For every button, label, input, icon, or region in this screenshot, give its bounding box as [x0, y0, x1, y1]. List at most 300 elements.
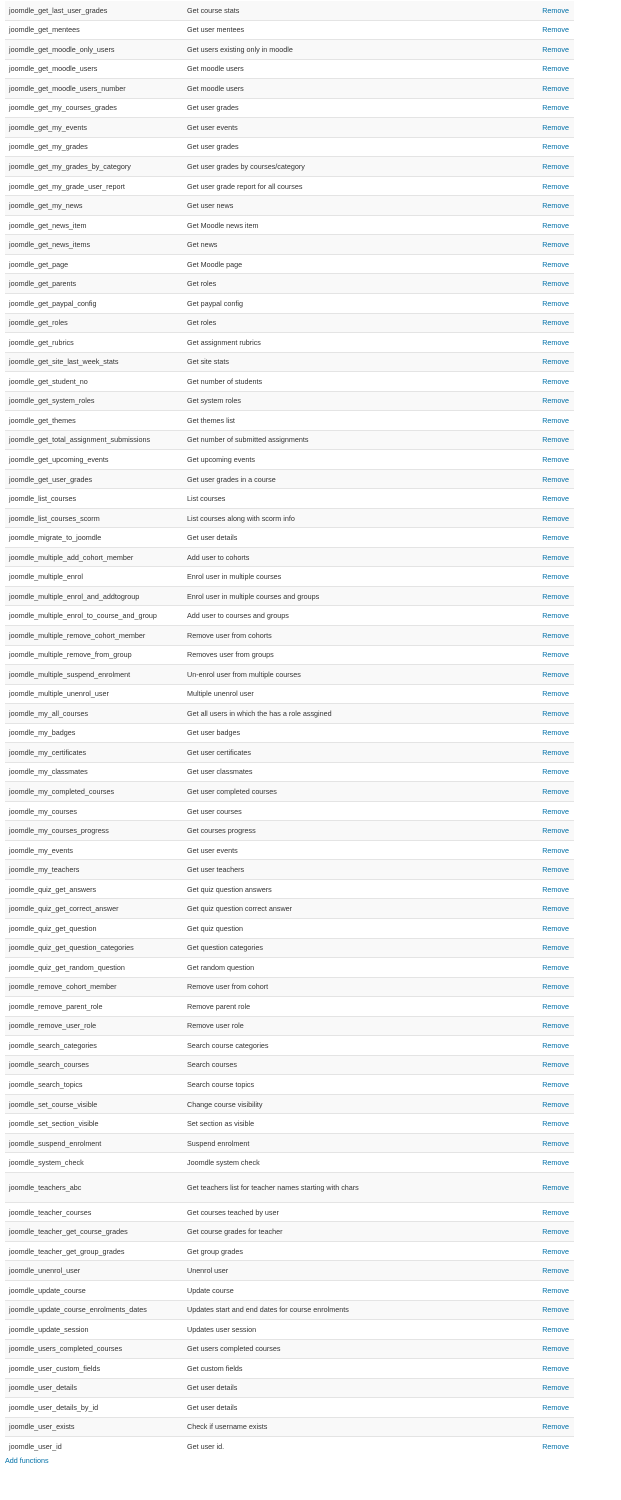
- function-row: [5, 684, 574, 704]
- function-description: Change course visibility: [183, 1094, 363, 1114]
- function-row: [5, 391, 574, 411]
- function-name: joomdle_teacher_get_course_grades: [5, 1222, 183, 1242]
- function-row: [5, 157, 574, 177]
- function-row: [5, 723, 574, 743]
- function-name: joomdle_user_id: [5, 1437, 183, 1456]
- function-name: joomdle_get_last_user_grades: [5, 1, 183, 20]
- function-actions: [363, 274, 574, 294]
- remove-function-link[interactable]: Remove: [542, 1324, 569, 1334]
- remove-function-link[interactable]: Remove: [542, 240, 569, 250]
- function-actions: [363, 137, 574, 157]
- function-description: Remove user from cohorts: [183, 626, 363, 646]
- function-name: joomdle_my_classmates: [5, 762, 183, 782]
- function-actions: [363, 1261, 574, 1281]
- function-description: Get number of submitted assignments: [183, 430, 363, 450]
- function-name: joomdle_get_user_grades: [5, 469, 183, 489]
- remove-function-link[interactable]: Remove: [542, 279, 569, 289]
- remove-function-link[interactable]: Remove: [542, 1099, 569, 1109]
- function-row: [5, 528, 574, 548]
- remove-function-link[interactable]: Remove: [542, 298, 569, 308]
- function-actions: [363, 98, 574, 118]
- function-actions: [363, 586, 574, 606]
- function-actions: [363, 176, 574, 196]
- function-name: joomdle_remove_parent_role: [5, 997, 183, 1017]
- function-description: Multiple unenrol user: [183, 684, 363, 704]
- function-name: joomdle_teacher_get_group_grades: [5, 1241, 183, 1261]
- function-name: joomdle_search_topics: [5, 1075, 183, 1095]
- function-description: Suspend enrolment: [183, 1133, 363, 1153]
- function-row: [5, 352, 574, 372]
- function-name: joomdle_user_details_by_id: [5, 1398, 183, 1418]
- remove-function-link[interactable]: Remove: [542, 474, 569, 484]
- remove-function-link[interactable]: Remove: [542, 962, 569, 972]
- remove-function-link[interactable]: Remove: [542, 923, 569, 933]
- remove-function-link[interactable]: Remove: [542, 357, 569, 367]
- function-actions: [363, 215, 574, 235]
- function-name: joomdle_update_course_enrolments_dates: [5, 1300, 183, 1320]
- remove-function-link[interactable]: Remove: [542, 1442, 569, 1452]
- remove-function-link[interactable]: Remove: [542, 122, 569, 132]
- function-name: joomdle_update_session: [5, 1320, 183, 1340]
- function-actions: [363, 723, 574, 743]
- function-name: joomdle_user_details: [5, 1378, 183, 1398]
- function-actions: [363, 254, 574, 274]
- function-name: joomdle_quiz_get_random_question: [5, 958, 183, 978]
- function-description: Get users completed courses: [183, 1339, 363, 1359]
- function-row: [5, 997, 574, 1017]
- remove-function-link[interactable]: Remove: [542, 83, 569, 93]
- remove-function-link[interactable]: Remove: [542, 5, 569, 15]
- remove-function-link[interactable]: Remove: [542, 220, 569, 230]
- function-actions: [363, 1094, 574, 1114]
- function-actions: [363, 997, 574, 1017]
- function-name: joomdle_my_teachers: [5, 860, 183, 880]
- function-row: [5, 704, 574, 724]
- remove-function-link[interactable]: Remove: [542, 1158, 569, 1168]
- remove-function-link[interactable]: Remove: [542, 611, 569, 621]
- function-row: [5, 1016, 574, 1036]
- function-actions: [363, 372, 574, 392]
- function-row: [5, 1153, 574, 1173]
- function-name: joomdle_get_my_news: [5, 196, 183, 216]
- function-row: [5, 782, 574, 802]
- function-description: Get Moodle page: [183, 254, 363, 274]
- remove-function-link[interactable]: Remove: [542, 1227, 569, 1237]
- remove-function-link[interactable]: Remove: [542, 1182, 569, 1192]
- function-actions: [363, 20, 574, 40]
- remove-function-link[interactable]: Remove: [542, 1402, 569, 1412]
- function-name: joomdle_get_total_assignment_submissions: [5, 430, 183, 450]
- function-name: joomdle_set_course_visible: [5, 1094, 183, 1114]
- remove-function-link[interactable]: Remove: [542, 826, 569, 836]
- function-description: Set section as visible: [183, 1114, 363, 1134]
- function-row: [5, 626, 574, 646]
- remove-function-link[interactable]: Remove: [542, 396, 569, 406]
- function-description: Update course: [183, 1281, 363, 1301]
- function-description: Removes user from groups: [183, 645, 363, 665]
- function-row: [5, 254, 574, 274]
- function-description: Get user events: [183, 118, 363, 138]
- remove-function-link[interactable]: Remove: [542, 1079, 569, 1089]
- remove-function-link[interactable]: Remove: [542, 337, 569, 347]
- function-name: joomdle_multiple_remove_from_group: [5, 645, 183, 665]
- remove-function-link[interactable]: Remove: [542, 454, 569, 464]
- remove-function-link[interactable]: Remove: [542, 747, 569, 757]
- function-row: [5, 1036, 574, 1056]
- function-actions: [363, 1222, 574, 1242]
- remove-function-link[interactable]: Remove: [542, 1383, 569, 1393]
- function-name: joomdle_get_student_no: [5, 372, 183, 392]
- function-name: joomdle_get_paypal_config: [5, 293, 183, 313]
- remove-function-link[interactable]: Remove: [542, 494, 569, 504]
- function-row: [5, 79, 574, 99]
- function-name: joomdle_my_courses_progress: [5, 821, 183, 841]
- function-actions: [363, 293, 574, 313]
- function-row: [5, 977, 574, 997]
- remove-function-link[interactable]: Remove: [542, 1021, 569, 1031]
- function-description: Get news: [183, 235, 363, 255]
- remove-function-link[interactable]: Remove: [542, 1060, 569, 1070]
- function-row: [5, 40, 574, 60]
- function-name: joomdle_my_courses: [5, 801, 183, 821]
- function-description: Get user grades: [183, 98, 363, 118]
- function-row: [5, 1281, 574, 1301]
- function-description: Get users existing only in moodle: [183, 40, 363, 60]
- function-actions: [363, 1378, 574, 1398]
- remove-function-link[interactable]: Remove: [542, 1266, 569, 1276]
- function-description: Enrol user in multiple courses: [183, 567, 363, 587]
- function-row: [5, 274, 574, 294]
- function-row: [5, 1261, 574, 1281]
- function-actions: [363, 821, 574, 841]
- function-description: Get custom fields: [183, 1359, 363, 1379]
- function-description: Get course stats: [183, 1, 363, 20]
- function-name: joomdle_remove_user_role: [5, 1016, 183, 1036]
- remove-function-link[interactable]: Remove: [542, 1246, 569, 1256]
- function-row: [5, 450, 574, 470]
- remove-function-link[interactable]: Remove: [542, 1207, 569, 1217]
- function-description: Get group grades: [183, 1241, 363, 1261]
- function-actions: [363, 430, 574, 450]
- function-name: joomdle_get_my_events: [5, 118, 183, 138]
- function-actions: [363, 1241, 574, 1261]
- remove-function-link[interactable]: Remove: [542, 552, 569, 562]
- remove-function-link[interactable]: Remove: [542, 1001, 569, 1011]
- function-name: joomdle_teacher_courses: [5, 1202, 183, 1222]
- remove-function-link[interactable]: Remove: [542, 689, 569, 699]
- function-description: Remove user role: [183, 1016, 363, 1036]
- function-name: joomdle_get_news_item: [5, 215, 183, 235]
- function-description: Get themes list: [183, 411, 363, 431]
- remove-function-link[interactable]: Remove: [542, 572, 569, 582]
- function-name: joomdle_multiple_suspend_enrolment: [5, 665, 183, 685]
- function-row: [5, 860, 574, 880]
- function-row: [5, 1378, 574, 1398]
- function-name: joomdle_my_completed_courses: [5, 782, 183, 802]
- function-actions: [363, 1320, 574, 1340]
- function-name: joomdle_get_news_items: [5, 235, 183, 255]
- remove-function-link[interactable]: Remove: [542, 865, 569, 875]
- remove-function-link[interactable]: Remove: [542, 1305, 569, 1315]
- function-name: joomdle_multiple_enrol_to_course_and_group: [5, 606, 183, 626]
- remove-function-link[interactable]: Remove: [542, 943, 569, 953]
- remove-function-link[interactable]: Remove: [542, 376, 569, 386]
- functions-table: [5, 1, 574, 1456]
- function-actions: [363, 645, 574, 665]
- remove-function-link[interactable]: Remove: [542, 1040, 569, 1050]
- function-actions: [363, 782, 574, 802]
- function-description: Un-enrol user from multiple courses: [183, 665, 363, 685]
- remove-function-link[interactable]: Remove: [542, 181, 569, 191]
- function-description: Get user details: [183, 1398, 363, 1418]
- remove-function-link[interactable]: Remove: [542, 1285, 569, 1295]
- function-row: [5, 59, 574, 79]
- remove-function-link[interactable]: Remove: [542, 630, 569, 640]
- function-name: joomdle_my_certificates: [5, 743, 183, 763]
- function-actions: [363, 411, 574, 431]
- function-name: joomdle_my_events: [5, 840, 183, 860]
- function-actions: [363, 1114, 574, 1134]
- function-name: joomdle_users_completed_courses: [5, 1339, 183, 1359]
- function-name: joomdle_get_upcoming_events: [5, 450, 183, 470]
- function-description: Get quiz question: [183, 918, 363, 938]
- function-description: Get user news: [183, 196, 363, 216]
- function-row: [5, 899, 574, 919]
- function-name: joomdle_user_exists: [5, 1417, 183, 1437]
- remove-function-link[interactable]: Remove: [542, 259, 569, 269]
- function-name: joomdle_user_custom_fields: [5, 1359, 183, 1379]
- function-actions: [363, 1075, 574, 1095]
- function-row: [5, 938, 574, 958]
- function-name: joomdle_my_all_courses: [5, 704, 183, 724]
- function-row: [5, 1133, 574, 1153]
- function-actions: [363, 1036, 574, 1056]
- function-name: joomdle_quiz_get_answers: [5, 879, 183, 899]
- function-name: joomdle_get_moodle_users_number: [5, 79, 183, 99]
- function-name: joomdle_get_page: [5, 254, 183, 274]
- function-description: Updates start and end dates for course enrolments: [183, 1300, 363, 1320]
- function-row: [5, 411, 574, 431]
- function-row: [5, 586, 574, 606]
- function-description: Get system roles: [183, 391, 363, 411]
- remove-function-link[interactable]: Remove: [542, 806, 569, 816]
- remove-function-link[interactable]: Remove: [542, 845, 569, 855]
- function-name: joomdle_get_themes: [5, 411, 183, 431]
- remove-function-link[interactable]: Remove: [542, 25, 569, 35]
- function-actions: [363, 899, 574, 919]
- function-description: Get courses teached by user: [183, 1202, 363, 1222]
- function-row: [5, 1, 574, 20]
- remove-function-link[interactable]: Remove: [542, 1119, 569, 1129]
- function-row: [5, 879, 574, 899]
- remove-function-link[interactable]: Remove: [542, 591, 569, 601]
- function-description: Get roles: [183, 274, 363, 294]
- function-row: [5, 762, 574, 782]
- function-description: Get user grades by courses/category: [183, 157, 363, 177]
- remove-function-link[interactable]: Remove: [542, 1422, 569, 1432]
- remove-function-link[interactable]: Remove: [542, 708, 569, 718]
- function-name: joomdle_quiz_get_correct_answer: [5, 899, 183, 919]
- remove-function-link[interactable]: Remove: [542, 44, 569, 54]
- function-description: List courses along with scorm info: [183, 508, 363, 528]
- function-row: [5, 1094, 574, 1114]
- remove-function-link[interactable]: Remove: [542, 982, 569, 992]
- function-description: List courses: [183, 489, 363, 509]
- function-actions: [363, 1339, 574, 1359]
- remove-function-link[interactable]: Remove: [542, 142, 569, 152]
- function-name: joomdle_list_courses_scorm: [5, 508, 183, 528]
- function-description: Get user classmates: [183, 762, 363, 782]
- remove-function-link[interactable]: Remove: [542, 904, 569, 914]
- function-name: joomdle_get_my_grades: [5, 137, 183, 157]
- remove-function-link[interactable]: Remove: [542, 435, 569, 445]
- function-row: [5, 547, 574, 567]
- remove-function-link[interactable]: Remove: [542, 64, 569, 74]
- function-name: joomdle_system_check: [5, 1153, 183, 1173]
- remove-function-link[interactable]: Remove: [542, 201, 569, 211]
- function-actions: [363, 1300, 574, 1320]
- function-name: joomdle_get_my_grades_by_category: [5, 157, 183, 177]
- function-name: joomdle_get_site_last_week_stats: [5, 352, 183, 372]
- function-row: [5, 743, 574, 763]
- function-actions: [363, 118, 574, 138]
- function-name: joomdle_get_mentees: [5, 20, 183, 40]
- function-description: Get user grades: [183, 137, 363, 157]
- function-row: [5, 606, 574, 626]
- function-actions: [363, 684, 574, 704]
- remove-function-link[interactable]: Remove: [542, 728, 569, 738]
- functions-table-body: [5, 1, 574, 1456]
- remove-function-link[interactable]: Remove: [542, 669, 569, 679]
- function-description: Get question categories: [183, 938, 363, 958]
- function-description: Get random question: [183, 958, 363, 978]
- function-description: Get course grades for teacher: [183, 1222, 363, 1242]
- remove-function-link[interactable]: Remove: [542, 513, 569, 523]
- function-actions: [363, 1016, 574, 1036]
- function-actions: [363, 352, 574, 372]
- function-name: joomdle_multiple_unenrol_user: [5, 684, 183, 704]
- function-description: Joomdle system check: [183, 1153, 363, 1173]
- function-actions: [363, 1133, 574, 1153]
- function-name: joomdle_my_badges: [5, 723, 183, 743]
- function-row: [5, 1241, 574, 1261]
- function-row: [5, 1075, 574, 1095]
- function-description: Get user grades in a course: [183, 469, 363, 489]
- function-actions: [363, 333, 574, 353]
- function-actions: [363, 743, 574, 763]
- remove-function-link[interactable]: Remove: [542, 162, 569, 172]
- function-actions: [363, 840, 574, 860]
- function-actions: [363, 547, 574, 567]
- function-description: Check if username exists: [183, 1417, 363, 1437]
- function-description: Add user to cohorts: [183, 547, 363, 567]
- function-description: Get user courses: [183, 801, 363, 821]
- function-actions: [363, 1055, 574, 1075]
- function-description: Get courses progress: [183, 821, 363, 841]
- function-description: Get quiz question answers: [183, 879, 363, 899]
- function-row: [5, 508, 574, 528]
- function-actions: [363, 879, 574, 899]
- function-description: Get user grade report for all courses: [183, 176, 363, 196]
- function-description: Get moodle users: [183, 79, 363, 99]
- function-actions: [363, 313, 574, 333]
- function-description: Enrol user in multiple courses and groups: [183, 586, 363, 606]
- function-row: [5, 645, 574, 665]
- function-actions: [363, 528, 574, 548]
- function-actions: [363, 958, 574, 978]
- function-row: [5, 1114, 574, 1134]
- function-row: [5, 1320, 574, 1340]
- remove-function-link[interactable]: Remove: [542, 533, 569, 543]
- function-description: Search course categories: [183, 1036, 363, 1056]
- function-description: Get site stats: [183, 352, 363, 372]
- function-row: [5, 372, 574, 392]
- remove-function-link[interactable]: Remove: [542, 415, 569, 425]
- add-functions-link[interactable]: Add functions: [5, 1456, 49, 1465]
- function-description: Get paypal config: [183, 293, 363, 313]
- function-row: [5, 313, 574, 333]
- function-description: Remove user from cohort: [183, 977, 363, 997]
- function-actions: [363, 59, 574, 79]
- function-description: Get user events: [183, 840, 363, 860]
- function-description: Get user mentees: [183, 20, 363, 40]
- function-name: joomdle_get_rubrics: [5, 333, 183, 353]
- function-row: [5, 196, 574, 216]
- remove-function-link[interactable]: Remove: [542, 1138, 569, 1148]
- function-actions: [363, 235, 574, 255]
- function-description: Get teachers list for teacher names starting with chars: [183, 1172, 363, 1202]
- function-description: Get assignment rubrics: [183, 333, 363, 353]
- function-name: joomdle_multiple_add_cohort_member: [5, 547, 183, 567]
- remove-function-link[interactable]: Remove: [542, 884, 569, 894]
- function-description: Get quiz question correct answer: [183, 899, 363, 919]
- remove-function-link[interactable]: Remove: [542, 103, 569, 113]
- remove-function-link[interactable]: Remove: [542, 1363, 569, 1373]
- function-actions: [363, 1202, 574, 1222]
- function-actions: [363, 626, 574, 646]
- function-name: joomdle_get_parents: [5, 274, 183, 294]
- function-actions: [363, 860, 574, 880]
- function-description: Get user details: [183, 528, 363, 548]
- remove-function-link[interactable]: Remove: [542, 1344, 569, 1354]
- remove-function-link[interactable]: Remove: [542, 650, 569, 660]
- function-name: joomdle_unenrol_user: [5, 1261, 183, 1281]
- function-row: [5, 333, 574, 353]
- function-description: Get roles: [183, 313, 363, 333]
- function-description: Get user completed courses: [183, 782, 363, 802]
- function-actions: [363, 391, 574, 411]
- function-name: joomdle_multiple_enrol: [5, 567, 183, 587]
- remove-function-link[interactable]: Remove: [542, 787, 569, 797]
- function-row: [5, 137, 574, 157]
- function-description: Get user teachers: [183, 860, 363, 880]
- function-description: Get upcoming events: [183, 450, 363, 470]
- function-description: Get user badges: [183, 723, 363, 743]
- function-row: [5, 958, 574, 978]
- function-actions: [363, 157, 574, 177]
- function-name: joomdle_get_system_roles: [5, 391, 183, 411]
- function-description: Unenrol user: [183, 1261, 363, 1281]
- function-actions: [363, 1398, 574, 1418]
- function-row: [5, 430, 574, 450]
- function-row: [5, 801, 574, 821]
- function-name: joomdle_get_roles: [5, 313, 183, 333]
- function-actions: [363, 606, 574, 626]
- function-actions: [363, 938, 574, 958]
- remove-function-link[interactable]: Remove: [542, 318, 569, 328]
- function-actions: [363, 1281, 574, 1301]
- remove-function-link[interactable]: Remove: [542, 767, 569, 777]
